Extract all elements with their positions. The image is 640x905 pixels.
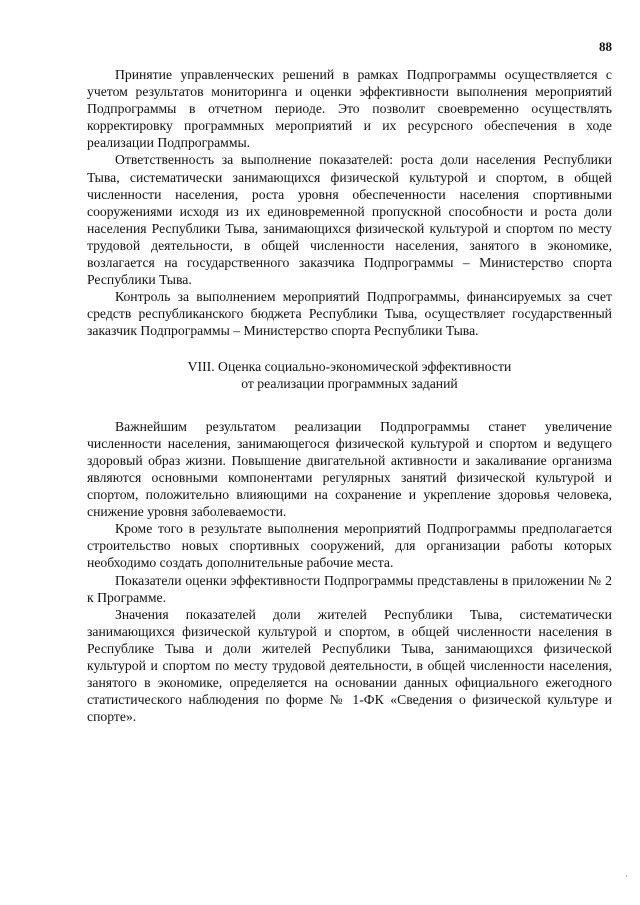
scan-mark: · [625,871,628,881]
section-heading [87,358,612,392]
paragraph-new-facilities: Кроме того в результате выполнения мероприятий Подпрограммы предполагается строительство новых спортивных сооружений, для организации работы которых необходимо создать дополнительные рабочие места. [87,521,612,571]
section-heading-line-2: от реализации программных заданий [241,375,458,391]
paragraph-responsibility: Ответственность за выполнение показателей: роста доли населения Республики Тыва, систематически занимающихся физической культурой и спортом, в общей численности населения, роста уровня обеспеченности населения спортивными сооружениями исходя из их единовременной пропускной способности и роста доли населения Республики Тыва, занимающихся физической культурой и спортом по месту трудовой деятельности, в общей численности населения, занятого в экономике, возлагается на государственного заказчика Подпрограммы – Министерство спорта Республики Тыва. [87,152,612,288]
paragraph-statistics: Значения показателей доли жителей Республики Тыва, систематически занимающихся физической культурой и спортом, в общей численности населения в Республике Тыва и доли жителей Республики Тыва, занимающихся физической культурой и спортом по месту трудовой деятельности, в общей численности населения, занятого в экономике, определяется на основании данных официального ежегодного статистического наблюдения по форме № 1-ФК «Сведения о физической культуре и спорте». [87,606,612,725]
document-body [87,66,612,725]
page-number: 88 [599,39,612,54]
section-heading-line-1: VIII. Оценка социально-экономической эффективности [187,358,512,374]
paragraph-control: Контроль за выполнением мероприятий Подпрограммы, финансируемых за счет средств республиканского бюджета Республики Тыва, осуществляет государственный заказчик Подпрограммы – Министерство спорта Республики Тыва. [87,289,612,339]
paragraph-indicators: Показатели оценки эффективности Подпрограммы представлены в приложении № 2 к Программе. [87,572,612,605]
paragraph-decision-making: Принятие управленческих решений в рамках Подпрограммы осуществляется с учетом результатов мониторинга и оценки эффективности выполнения мероприятий Подпрограммы в отчетном периоде. Это позволит своевременно осуществлять корректировку программных мероприятий и их ресурсного обеспечения в ходе реализации Подпрограммы. [87,67,612,151]
paragraph-main-result: Важнейшим результатом реализации Подпрограммы станет увеличение численности населения, занимающегося физической культурой и спортом и ведущего здоровый образ жизни. Повышение двигательной активности и закаливание организма являются основными компонентами регулярных занятий физической культурой и спортом, положительно влияющими на сохранение и укрепление здоровья человека, снижение уровня заболеваемости. [87,418,612,520]
